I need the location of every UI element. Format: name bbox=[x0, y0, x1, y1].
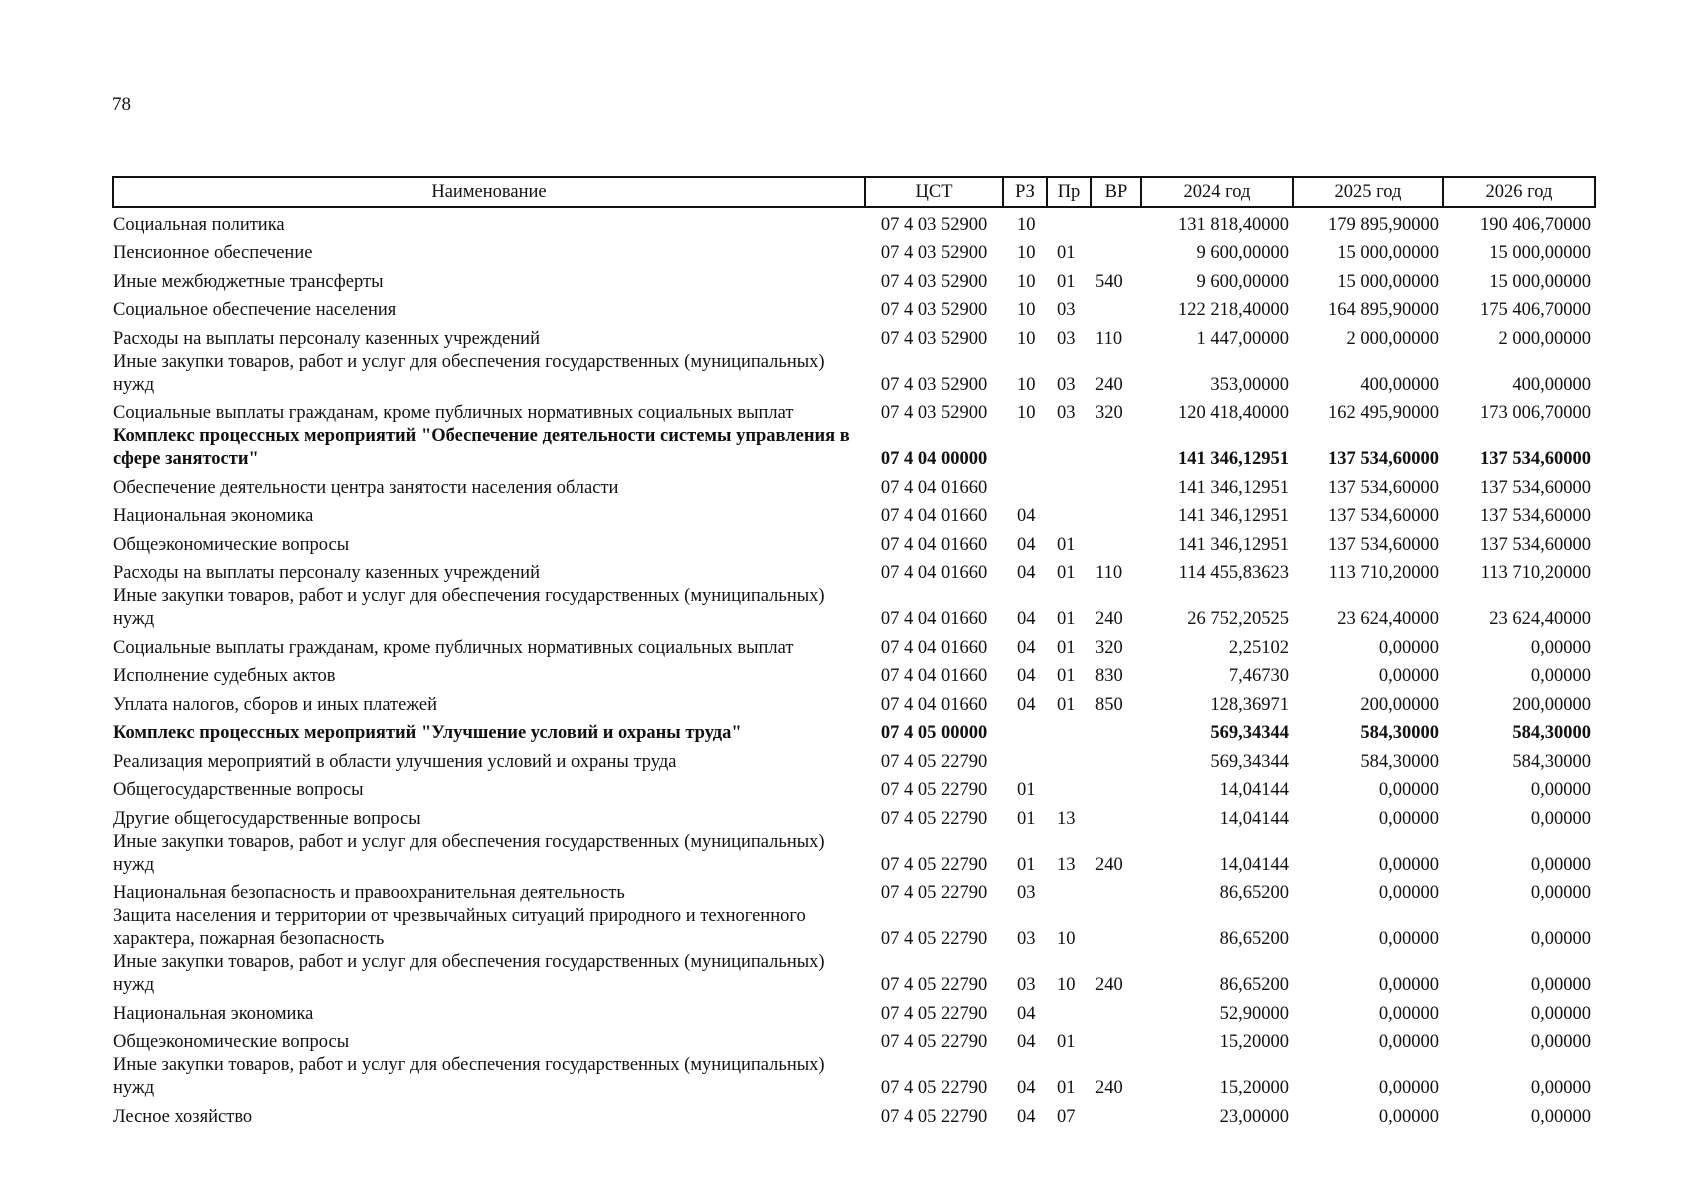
cell-2026: 0,00000 bbox=[1530, 883, 1591, 903]
cell-rz: 04 bbox=[1017, 534, 1036, 555]
cell-2025: 584,30000 bbox=[1360, 751, 1439, 772]
cell-name: Иные закупки товаров, работ и услуг для обеспечения государственных (муниципальных) нужд bbox=[113, 586, 825, 629]
cell-rz: 03 bbox=[1017, 975, 1036, 995]
cell-name: Общеэкономические вопросы bbox=[113, 1032, 350, 1052]
cell-2025: 0,00000 bbox=[1378, 780, 1439, 800]
cell-2026: 23 624,40000 bbox=[1489, 609, 1591, 629]
cell-2025: 137 534,60000 bbox=[1328, 506, 1439, 526]
cell-name: Иные закупки товаров, работ и услуг для обеспечения государственных (муниципальных) нужд bbox=[113, 831, 825, 875]
cell-pr: 13 bbox=[1057, 854, 1076, 875]
cell-cst: 07 4 05 22790 bbox=[880, 1032, 988, 1052]
cell-2024: 86,65200 bbox=[1219, 929, 1289, 949]
cell-2025: 113 710,20000 bbox=[1328, 563, 1439, 583]
cell-2026: 584,30000 bbox=[1512, 751, 1591, 772]
cell-vr: 240 bbox=[1095, 1078, 1123, 1098]
cell-pr: 01 bbox=[1057, 563, 1076, 583]
cell-2025: 164 895,90000 bbox=[1328, 300, 1439, 320]
cell-name: Социальные выплаты гражданам, кроме публичных нормативных социальных выплат bbox=[113, 403, 794, 423]
cell-cst: 07 4 05 22790 bbox=[880, 883, 988, 903]
cell-pr: 03 bbox=[1057, 328, 1076, 349]
cell-2025: 15 000,00000 bbox=[1337, 271, 1439, 292]
cell-2024: 15,20000 bbox=[1219, 1032, 1289, 1052]
cell-2026: 15 000,00000 bbox=[1489, 271, 1591, 292]
cell-cst: 07 4 05 22790 bbox=[880, 751, 988, 772]
cell-rz: 04 bbox=[1017, 694, 1036, 715]
table-row bbox=[113, 951, 1595, 997]
cell-2024: 569,34344 bbox=[1210, 723, 1289, 743]
cell-2024: 141 346,12951 bbox=[1178, 506, 1289, 526]
budget-table bbox=[112, 176, 1596, 1129]
cell-2026: 2 000,00000 bbox=[1498, 328, 1591, 349]
cell-rz: 01 bbox=[1017, 780, 1036, 800]
cell-cst: 07 4 05 22790 bbox=[880, 1106, 988, 1127]
cell-2025: 0,00000 bbox=[1378, 637, 1439, 658]
cell-rz: 04 bbox=[1017, 1003, 1036, 1024]
cell-2025: 0,00000 bbox=[1378, 854, 1439, 875]
cell-cst: 07 4 04 01660 bbox=[880, 534, 988, 555]
cell-pr: 01 bbox=[1057, 243, 1076, 263]
cell-2024: 141 346,12951 bbox=[1178, 534, 1289, 555]
cell-rz: 10 bbox=[1017, 374, 1036, 395]
cell-2026: 0,00000 bbox=[1530, 1003, 1591, 1024]
cell-pr: 03 bbox=[1057, 300, 1076, 320]
cell-2025: 0,00000 bbox=[1378, 1078, 1439, 1098]
cell-name: Лесное хозяйство bbox=[113, 1106, 253, 1127]
cell-2026: 0,00000 bbox=[1530, 1032, 1591, 1052]
cell-name: Комплекс процессных мероприятий "Улучшение условий и охраны труда" bbox=[113, 723, 742, 743]
cell-cst: 07 4 05 22790 bbox=[880, 975, 988, 995]
cell-name: Уплата налогов, сборов и иных платежей bbox=[113, 694, 438, 715]
cell-rz: 10 bbox=[1017, 300, 1036, 320]
cell-pr: 01 bbox=[1057, 271, 1076, 292]
cell-2026: 0,00000 bbox=[1530, 666, 1591, 686]
cell-cst: 07 4 04 01660 bbox=[880, 694, 988, 715]
cell-rz: 04 bbox=[1017, 637, 1036, 658]
cell-2025: 0,00000 bbox=[1378, 808, 1439, 829]
cell-rz: 04 bbox=[1017, 666, 1036, 686]
cell-rz: 04 bbox=[1017, 563, 1036, 583]
header-rz: РЗ bbox=[1003, 177, 1047, 207]
cell-pr bbox=[1047, 745, 1091, 774]
cell-2024: 86,65200 bbox=[1219, 883, 1289, 903]
cell-2026: 0,00000 bbox=[1530, 1078, 1591, 1098]
cell-2025: 15 000,00000 bbox=[1337, 243, 1439, 263]
cell-2025: 179 895,90000 bbox=[1328, 214, 1439, 235]
cell-cst: 07 4 05 22790 bbox=[880, 780, 988, 800]
table-row bbox=[113, 207, 1595, 237]
cell-rz: 01 bbox=[1017, 808, 1036, 829]
cell-rz: 03 bbox=[1017, 929, 1036, 949]
cell-name: Социальная политика bbox=[113, 214, 285, 235]
header-2026: 2026 год bbox=[1443, 177, 1595, 207]
cell-cst: 07 4 04 01660 bbox=[880, 637, 988, 658]
cell-cst: 07 4 05 22790 bbox=[880, 1078, 988, 1098]
cell-cst: 07 4 05 22790 bbox=[880, 929, 988, 949]
cell-2024: 15,20000 bbox=[1219, 1078, 1289, 1098]
cell-pr bbox=[1047, 877, 1091, 906]
cell-vr bbox=[1091, 294, 1141, 323]
table-row bbox=[113, 877, 1595, 906]
table-row bbox=[113, 688, 1595, 717]
cell-name: Общеэкономические вопросы bbox=[113, 534, 350, 555]
cell-2025: 0,00000 bbox=[1378, 1003, 1439, 1024]
cell-2026: 0,00000 bbox=[1530, 1106, 1591, 1127]
table-header-row bbox=[113, 177, 1595, 207]
cell-pr: 07 bbox=[1057, 1106, 1076, 1127]
cell-2025: 400,00000 bbox=[1360, 374, 1439, 395]
cell-2024: 114 455,83623 bbox=[1178, 563, 1289, 583]
cell-name: Пенсионное обеспечение bbox=[113, 243, 313, 263]
cell-name: Иные закупки товаров, работ и услуг для обеспечения государственных (муниципальных) нужд bbox=[113, 952, 825, 995]
cell-pr: 01 bbox=[1057, 637, 1076, 658]
cell-2024: 7,46730 bbox=[1228, 666, 1289, 686]
cell-rz: 04 bbox=[1017, 506, 1036, 526]
cell-cst: 07 4 03 52900 bbox=[880, 243, 988, 263]
cell-name: Реализация мероприятий в области улучшения условий и охраны труда bbox=[113, 751, 677, 772]
cell-2024: 128,36971 bbox=[1210, 694, 1289, 715]
cell-cst: 07 4 04 01660 bbox=[880, 666, 988, 686]
cell-pr: 01 bbox=[1057, 666, 1076, 686]
cell-cst: 07 4 05 22790 bbox=[880, 854, 988, 875]
cell-pr bbox=[1047, 207, 1091, 237]
cell-2024: 14,04144 bbox=[1219, 854, 1289, 875]
cell-cst: 07 4 04 01660 bbox=[880, 563, 988, 583]
cell-2025: 0,00000 bbox=[1378, 883, 1439, 903]
cell-rz: 04 bbox=[1017, 1032, 1036, 1052]
cell-2026: 15 000,00000 bbox=[1489, 243, 1591, 263]
cell-vr: 850 bbox=[1095, 694, 1123, 715]
cell-2024: 9 600,00000 bbox=[1196, 271, 1289, 292]
cell-pr bbox=[1047, 471, 1091, 500]
table-row bbox=[113, 471, 1595, 500]
cell-2026: 137 534,60000 bbox=[1480, 477, 1591, 498]
cell-name: Иные межбюджетные трансферты bbox=[113, 271, 384, 292]
table-row bbox=[113, 774, 1595, 803]
cell-name: Другие общегосударственные вопросы bbox=[113, 808, 421, 829]
cell-pr: 10 bbox=[1057, 975, 1076, 995]
cell-pr: 01 bbox=[1057, 609, 1076, 629]
cell-2025: 162 495,90000 bbox=[1328, 403, 1439, 423]
header-cst: ЦСТ bbox=[865, 177, 1003, 207]
cell-2025: 0,00000 bbox=[1378, 975, 1439, 995]
cell-2024: 9 600,00000 bbox=[1196, 243, 1289, 263]
cell-rz: 10 bbox=[1017, 403, 1036, 423]
table-row bbox=[113, 425, 1595, 471]
cell-name: Обеспечение деятельности центра занятости населения области bbox=[113, 477, 619, 498]
cell-2025: 0,00000 bbox=[1378, 666, 1439, 686]
cell-rz: 03 bbox=[1017, 883, 1036, 903]
cell-2025: 0,00000 bbox=[1378, 1106, 1439, 1127]
cell-cst: 07 4 03 52900 bbox=[880, 214, 988, 235]
cell-2024: 353,00000 bbox=[1210, 374, 1289, 395]
table-row bbox=[113, 745, 1595, 774]
cell-2026: 137 534,60000 bbox=[1480, 506, 1591, 526]
table-row bbox=[113, 631, 1595, 660]
table-row bbox=[113, 997, 1595, 1026]
cell-2026: 137 534,60000 bbox=[1480, 449, 1591, 469]
cell-vr: 320 bbox=[1095, 637, 1123, 658]
cell-rz: 10 bbox=[1017, 214, 1036, 235]
table-row bbox=[113, 237, 1595, 266]
cell-cst: 07 4 03 52900 bbox=[880, 271, 988, 292]
cell-pr: 01 bbox=[1057, 534, 1076, 555]
table-row bbox=[113, 322, 1595, 351]
cell-vr bbox=[1091, 717, 1141, 746]
table-row bbox=[113, 1026, 1595, 1055]
cell-2024: 86,65200 bbox=[1219, 975, 1289, 995]
cell-cst: 07 4 05 22790 bbox=[880, 808, 988, 829]
cell-vr bbox=[1091, 500, 1141, 529]
table-row bbox=[113, 831, 1595, 877]
cell-cst: 07 4 04 01660 bbox=[880, 609, 988, 629]
cell-2024: 14,04144 bbox=[1219, 780, 1289, 800]
cell-pr bbox=[1047, 500, 1091, 529]
table-row bbox=[113, 660, 1595, 689]
cell-vr bbox=[1091, 1026, 1141, 1055]
cell-2026: 190 406,70000 bbox=[1480, 214, 1591, 235]
cell-pr bbox=[1047, 774, 1091, 803]
cell-pr: 03 bbox=[1057, 403, 1076, 423]
cell-2025: 137 534,60000 bbox=[1328, 534, 1439, 555]
cell-rz bbox=[1003, 471, 1047, 500]
table-row bbox=[113, 717, 1595, 746]
cell-cst: 07 4 04 01660 bbox=[880, 477, 988, 498]
cell-vr bbox=[1091, 471, 1141, 500]
table-row bbox=[113, 294, 1595, 323]
table-row bbox=[113, 265, 1595, 294]
cell-rz bbox=[1003, 717, 1047, 746]
cell-vr bbox=[1091, 237, 1141, 266]
cell-2024: 122 218,40000 bbox=[1178, 300, 1289, 320]
cell-2024: 569,34344 bbox=[1210, 751, 1289, 772]
table-row bbox=[113, 351, 1595, 397]
cell-vr: 240 bbox=[1095, 609, 1123, 629]
header-2025: 2025 год bbox=[1293, 177, 1443, 207]
cell-name: Национальная экономика bbox=[113, 1003, 314, 1024]
cell-vr: 830 bbox=[1095, 666, 1123, 686]
cell-pr: 01 bbox=[1057, 694, 1076, 715]
header-2024: 2024 год bbox=[1141, 177, 1293, 207]
cell-2025: 584,30000 bbox=[1360, 723, 1439, 743]
table-row bbox=[113, 500, 1595, 529]
cell-vr bbox=[1091, 745, 1141, 774]
cell-2024: 52,90000 bbox=[1219, 1003, 1289, 1024]
cell-vr: 540 bbox=[1095, 271, 1123, 292]
cell-2026: 0,00000 bbox=[1530, 780, 1591, 800]
cell-vr: 240 bbox=[1095, 374, 1123, 395]
table-body bbox=[113, 207, 1595, 1129]
cell-2026: 584,30000 bbox=[1512, 723, 1591, 743]
cell-2025: 200,00000 bbox=[1360, 694, 1439, 715]
cell-name: Расходы на выплаты персоналу казенных учреждений bbox=[113, 563, 540, 583]
cell-rz: 10 bbox=[1017, 328, 1036, 349]
cell-pr: 10 bbox=[1057, 929, 1076, 949]
cell-rz: 10 bbox=[1017, 243, 1036, 263]
cell-cst: 07 4 05 22790 bbox=[880, 1003, 988, 1024]
table-row bbox=[113, 397, 1595, 426]
cell-name: Исполнение судебных актов bbox=[113, 666, 336, 686]
cell-name: Национальная экономика bbox=[113, 506, 314, 526]
cell-2025: 23 624,40000 bbox=[1337, 609, 1439, 629]
cell-pr bbox=[1047, 997, 1091, 1026]
cell-vr: 110 bbox=[1095, 328, 1123, 349]
cell-vr bbox=[1091, 207, 1141, 237]
cell-2025: 137 534,60000 bbox=[1328, 477, 1439, 498]
cell-2025: 0,00000 bbox=[1378, 929, 1439, 949]
cell-2024: 26 752,20525 bbox=[1187, 609, 1289, 629]
cell-pr: 13 bbox=[1057, 808, 1076, 829]
cell-2026: 175 406,70000 bbox=[1480, 300, 1591, 320]
cell-cst: 07 4 04 00000 bbox=[880, 449, 988, 469]
cell-name: Иные закупки товаров, работ и услуг для обеспечения государственных (муниципальных) нужд bbox=[113, 351, 825, 395]
table-row bbox=[113, 1100, 1595, 1129]
cell-rz bbox=[1003, 425, 1047, 471]
cell-2026: 400,00000 bbox=[1512, 374, 1591, 395]
table-row bbox=[113, 585, 1595, 631]
cell-rz: 04 bbox=[1017, 1106, 1036, 1127]
cell-pr bbox=[1047, 425, 1091, 471]
cell-pr: 03 bbox=[1057, 374, 1076, 395]
table-row bbox=[113, 905, 1595, 951]
cell-name: Защита населения и территории от чрезвычайных ситуаций природного и техногенного характера, пожарная безопасность bbox=[113, 906, 806, 949]
cell-2024: 23,00000 bbox=[1219, 1106, 1289, 1127]
cell-cst: 07 4 03 52900 bbox=[880, 300, 988, 320]
cell-2026: 0,00000 bbox=[1530, 808, 1591, 829]
header-vr: ВР bbox=[1091, 177, 1141, 207]
cell-2024: 2,25102 bbox=[1228, 637, 1289, 658]
cell-vr bbox=[1091, 997, 1141, 1026]
cell-2026: 0,00000 bbox=[1530, 975, 1591, 995]
cell-pr: 01 bbox=[1057, 1032, 1076, 1052]
cell-rz: 10 bbox=[1017, 271, 1036, 292]
cell-cst: 07 4 03 52900 bbox=[880, 328, 988, 349]
cell-rz: 04 bbox=[1017, 1078, 1036, 1098]
cell-pr bbox=[1047, 717, 1091, 746]
cell-vr: 320 bbox=[1095, 403, 1123, 423]
cell-rz bbox=[1003, 745, 1047, 774]
cell-vr bbox=[1091, 774, 1141, 803]
cell-2024: 120 418,40000 bbox=[1178, 403, 1289, 423]
cell-2024: 131 818,40000 bbox=[1178, 214, 1289, 235]
cell-2026: 0,00000 bbox=[1530, 929, 1591, 949]
cell-vr bbox=[1091, 1100, 1141, 1129]
cell-2026: 173 006,70000 bbox=[1480, 403, 1591, 423]
cell-vr bbox=[1091, 425, 1141, 471]
cell-2026: 137 534,60000 bbox=[1480, 534, 1591, 555]
cell-2025: 0,00000 bbox=[1378, 1032, 1439, 1052]
cell-pr: 01 bbox=[1057, 1078, 1076, 1098]
cell-name: Социальные выплаты гражданам, кроме публичных нормативных социальных выплат bbox=[113, 637, 794, 658]
cell-cst: 07 4 03 52900 bbox=[880, 403, 988, 423]
table-row bbox=[113, 802, 1595, 831]
table-row bbox=[113, 528, 1595, 557]
cell-2024: 141 346,12951 bbox=[1178, 477, 1289, 498]
cell-cst: 07 4 04 01660 bbox=[880, 506, 988, 526]
header-name: Наименование bbox=[113, 177, 865, 207]
cell-vr: 240 bbox=[1095, 854, 1123, 875]
cell-cst: 07 4 05 00000 bbox=[880, 723, 988, 743]
cell-vr bbox=[1091, 905, 1141, 951]
cell-2026: 200,00000 bbox=[1512, 694, 1591, 715]
cell-2025: 2 000,00000 bbox=[1346, 328, 1439, 349]
cell-2026: 0,00000 bbox=[1530, 637, 1591, 658]
cell-vr bbox=[1091, 528, 1141, 557]
cell-name: Общегосударственные вопросы bbox=[113, 780, 364, 800]
cell-rz: 01 bbox=[1017, 854, 1036, 875]
cell-vr: 110 bbox=[1095, 563, 1123, 583]
table-row bbox=[113, 1054, 1595, 1100]
cell-2024: 1 447,00000 bbox=[1196, 328, 1289, 349]
cell-vr bbox=[1091, 877, 1141, 906]
cell-rz: 04 bbox=[1017, 609, 1036, 629]
cell-name: Социальное обеспечение населения bbox=[113, 300, 397, 320]
cell-cst: 07 4 03 52900 bbox=[880, 374, 988, 395]
cell-vr bbox=[1091, 802, 1141, 831]
cell-name: Национальная безопасность и правоохранительная деятельность bbox=[113, 883, 625, 903]
cell-name: Комплекс процессных мероприятий "Обеспечение деятельности системы управления в сфере занятости" bbox=[113, 426, 850, 469]
cell-name: Иные закупки товаров, работ и услуг для обеспечения государственных (муниципальных) нужд bbox=[113, 1055, 825, 1098]
cell-2026: 113 710,20000 bbox=[1480, 563, 1591, 583]
cell-name: Расходы на выплаты персоналу казенных учреждений bbox=[113, 328, 540, 349]
cell-2025: 137 534,60000 bbox=[1328, 449, 1439, 469]
table-row bbox=[113, 557, 1595, 586]
page-number: 78 bbox=[112, 94, 131, 115]
cell-2024: 14,04144 bbox=[1219, 808, 1289, 829]
cell-2024: 141 346,12951 bbox=[1178, 449, 1289, 469]
cell-vr: 240 bbox=[1095, 975, 1123, 995]
header-pr: Пр bbox=[1047, 177, 1091, 207]
cell-2026: 0,00000 bbox=[1530, 854, 1591, 875]
